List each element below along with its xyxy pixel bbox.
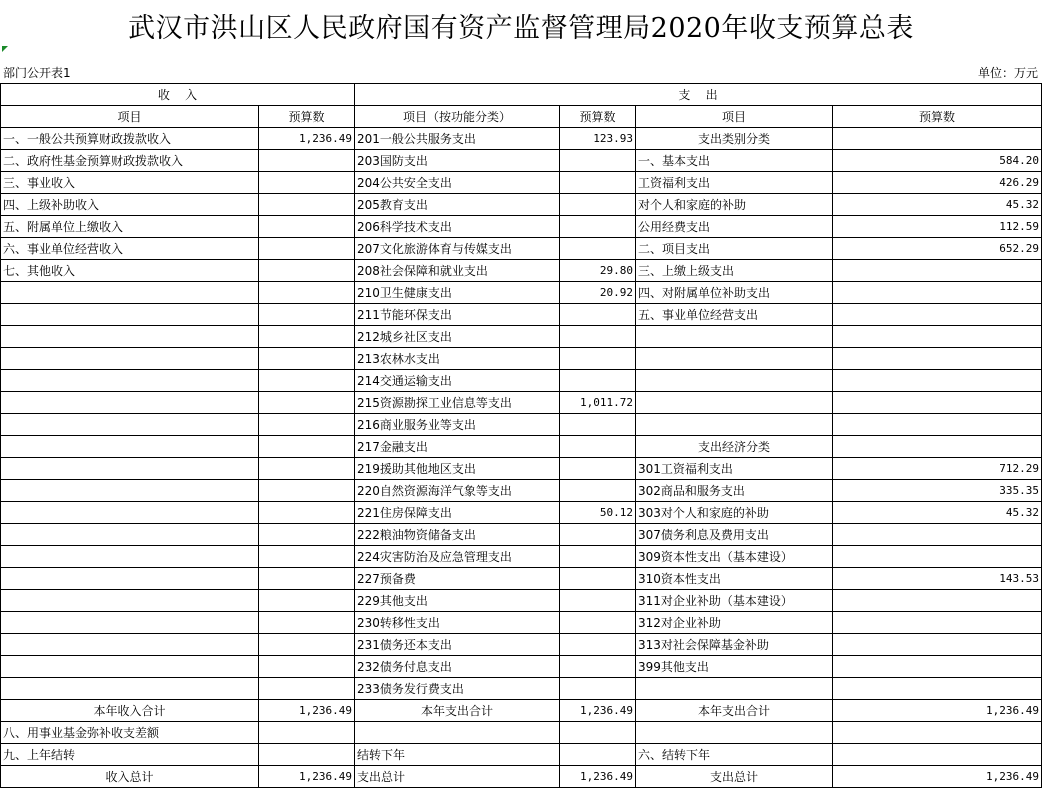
income-item-cell (1, 414, 259, 436)
income-item-cell (1, 326, 259, 348)
table-row (1, 172, 1042, 194)
income-budget-cell (259, 744, 355, 766)
functional-budget-cell (560, 568, 636, 590)
category-budget-cell: 712.29 (833, 458, 1042, 480)
category-item-cell: 302商品和服务支出 (636, 480, 833, 502)
category-budget-cell: 426.29 (833, 172, 1042, 194)
category-budget-cell (833, 348, 1042, 370)
income-budget-cell (259, 524, 355, 546)
table-row (1, 194, 1042, 216)
table-row (1, 326, 1042, 348)
functional-item-cell: 结转下年 (355, 744, 560, 766)
table-row (1, 304, 1042, 326)
income-budget-cell (259, 260, 355, 282)
functional-budget-cell (560, 458, 636, 480)
functional-budget-cell (560, 590, 636, 612)
category-item-cell: 二、项目支出 (636, 238, 833, 260)
table-row (1, 502, 1042, 524)
category-item-cell: 支出总计 (636, 766, 833, 788)
functional-item-cell: 232债务付息支出 (355, 656, 560, 678)
income-budget-cell (259, 238, 355, 260)
income-budget-cell (259, 634, 355, 656)
income-budget-cell (259, 150, 355, 172)
category-item-cell: 313对社会保障基金补助 (636, 634, 833, 656)
functional-budget-cell (560, 304, 636, 326)
functional-budget-cell: 1,011.72 (560, 392, 636, 414)
income-budget-cell (259, 458, 355, 480)
functional-item-cell: 215资源勘探工业信息等支出 (355, 392, 560, 414)
income-budget-cell (259, 392, 355, 414)
functional-budget-cell (560, 678, 636, 700)
section-header-row (1, 84, 1042, 106)
income-budget-cell (259, 304, 355, 326)
table-row (1, 700, 1042, 722)
table-row (1, 766, 1042, 788)
income-item-cell: 六、事业单位经营收入 (1, 238, 259, 260)
category-budget-cell (833, 634, 1042, 656)
functional-item-cell: 219援助其他地区支出 (355, 458, 560, 480)
functional-item-cell: 222粮油物资储备支出 (355, 524, 560, 546)
category-item-cell: 对个人和家庭的补助 (636, 194, 833, 216)
income-item-cell (1, 524, 259, 546)
expense-section-header: 支 出 (355, 84, 1042, 106)
income-item-cell (1, 436, 259, 458)
income-item-cell (1, 370, 259, 392)
table-row (1, 546, 1042, 568)
table-row (1, 392, 1042, 414)
category-item-cell: 四、对附属单位补助支出 (636, 282, 833, 304)
table-row (1, 590, 1042, 612)
category-item-cell: 五、事业单位经营支出 (636, 304, 833, 326)
table-row (1, 744, 1042, 766)
functional-item-cell: 233债务发行费支出 (355, 678, 560, 700)
category-item-cell (636, 722, 833, 744)
category-item-cell: 301工资福利支出 (636, 458, 833, 480)
category-item-cell: 310资本性支出 (636, 568, 833, 590)
category-budget-cell (833, 744, 1042, 766)
income-budget-cell (259, 172, 355, 194)
functional-budget-cell: 123.93 (560, 128, 636, 150)
column-header-row (1, 106, 1042, 128)
col-header-functional-budget: 预算数 (560, 106, 636, 128)
functional-budget-cell (560, 326, 636, 348)
income-item-cell (1, 282, 259, 304)
category-budget-cell: 1,236.49 (833, 766, 1042, 788)
functional-item-cell: 206科学技术支出 (355, 216, 560, 238)
functional-budget-cell: 1,236.49 (560, 700, 636, 722)
income-item-cell (1, 546, 259, 568)
functional-budget-cell (560, 524, 636, 546)
table-row (1, 656, 1042, 678)
income-item-cell (1, 678, 259, 700)
functional-item-cell: 201一般公共服务支出 (355, 128, 560, 150)
functional-item-cell: 212城乡社区支出 (355, 326, 560, 348)
category-item-cell (636, 326, 833, 348)
income-item-cell: 一、一般公共预算财政拨款收入 (1, 128, 259, 150)
col-header-functional-item: 项目（按功能分类） (355, 106, 560, 128)
functional-item-cell: 207文化旅游体育与传媒支出 (355, 238, 560, 260)
functional-item-cell: 208社会保障和就业支出 (355, 260, 560, 282)
income-budget-cell: 1,236.49 (259, 128, 355, 150)
functional-item-cell: 221住房保障支出 (355, 502, 560, 524)
functional-budget-cell (560, 370, 636, 392)
income-budget-cell (259, 656, 355, 678)
category-budget-cell: 143.53 (833, 568, 1042, 590)
income-item-cell (1, 458, 259, 480)
category-budget-cell (833, 678, 1042, 700)
category-item-cell: 支出类别分类 (636, 128, 833, 150)
category-budget-cell: 1,236.49 (833, 700, 1042, 722)
functional-item-cell: 220自然资源海洋气象等支出 (355, 480, 560, 502)
category-budget-cell (833, 546, 1042, 568)
functional-item-cell (355, 722, 560, 744)
functional-item-cell: 231债务还本支出 (355, 634, 560, 656)
functional-budget-cell (560, 634, 636, 656)
functional-budget-cell (560, 480, 636, 502)
income-budget-cell (259, 480, 355, 502)
income-budget-cell (259, 414, 355, 436)
functional-item-cell: 224灾害防治及应急管理支出 (355, 546, 560, 568)
income-item-cell: 八、用事业基金弥补收支差额 (1, 722, 259, 744)
table-row (1, 238, 1042, 260)
category-item-cell: 312对企业补助 (636, 612, 833, 634)
income-budget-cell: 1,236.49 (259, 766, 355, 788)
category-item-cell: 六、结转下年 (636, 744, 833, 766)
category-budget-cell (833, 436, 1042, 458)
budget-summary-table (0, 83, 1042, 788)
category-item-cell (636, 370, 833, 392)
category-item-cell: 309资本性支出（基本建设） (636, 546, 833, 568)
functional-item-cell: 229其他支出 (355, 590, 560, 612)
functional-item-cell: 214交通运输支出 (355, 370, 560, 392)
income-budget-cell (259, 348, 355, 370)
income-item-cell: 二、政府性基金预算财政拨款收入 (1, 150, 259, 172)
income-budget-cell (259, 282, 355, 304)
category-item-cell: 一、基本支出 (636, 150, 833, 172)
functional-budget-cell (560, 414, 636, 436)
category-budget-cell: 45.32 (833, 194, 1042, 216)
table-row (1, 260, 1042, 282)
income-budget-cell (259, 370, 355, 392)
table-row (1, 128, 1042, 150)
category-budget-cell (833, 128, 1042, 150)
income-item-cell: 本年收入合计 (1, 700, 259, 722)
functional-item-cell: 230转移性支出 (355, 612, 560, 634)
income-item-cell: 九、上年结转 (1, 744, 259, 766)
table-row (1, 282, 1042, 304)
category-item-cell: 支出经济分类 (636, 436, 833, 458)
col-header-income-budget: 预算数 (259, 106, 355, 128)
functional-item-cell: 203国防支出 (355, 150, 560, 172)
functional-budget-cell (560, 150, 636, 172)
income-section-header: 收 入 (1, 84, 355, 106)
category-budget-cell (833, 414, 1042, 436)
functional-budget-cell (560, 216, 636, 238)
category-item-cell (636, 348, 833, 370)
table-row (1, 414, 1042, 436)
income-budget-cell (259, 612, 355, 634)
category-budget-cell (833, 524, 1042, 546)
category-item-cell: 本年支出合计 (636, 700, 833, 722)
category-item-cell: 399其他支出 (636, 656, 833, 678)
income-item-cell: 四、上级补助收入 (1, 194, 259, 216)
functional-budget-cell: 50.12 (560, 502, 636, 524)
col-header-category-budget: 预算数 (833, 106, 1042, 128)
category-budget-cell (833, 656, 1042, 678)
category-item-cell: 303对个人和家庭的补助 (636, 502, 833, 524)
functional-item-cell: 204公共安全支出 (355, 172, 560, 194)
table-row (1, 678, 1042, 700)
functional-budget-cell: 20.92 (560, 282, 636, 304)
income-budget-cell (259, 502, 355, 524)
income-budget-cell (259, 678, 355, 700)
income-item-cell (1, 568, 259, 590)
category-budget-cell (833, 282, 1042, 304)
table-row (1, 370, 1042, 392)
unit-label: 单位：万元 (977, 66, 1038, 80)
income-item-cell (1, 590, 259, 612)
table-id-label: 部门公开表1 (3, 66, 71, 80)
category-budget-cell (833, 590, 1042, 612)
income-budget-cell (259, 326, 355, 348)
income-item-cell (1, 480, 259, 502)
category-item-cell (636, 678, 833, 700)
table-row (1, 348, 1042, 370)
category-budget-cell (833, 304, 1042, 326)
table-row (1, 722, 1042, 744)
functional-budget-cell (560, 348, 636, 370)
income-item-cell: 三、事业收入 (1, 172, 259, 194)
income-item-cell (1, 392, 259, 414)
income-item-cell (1, 656, 259, 678)
category-budget-cell: 652.29 (833, 238, 1042, 260)
income-budget-cell (259, 568, 355, 590)
functional-budget-cell (560, 436, 636, 458)
category-item-cell: 工资福利支出 (636, 172, 833, 194)
income-budget-cell (259, 722, 355, 744)
functional-budget-cell: 29.80 (560, 260, 636, 282)
income-budget-cell (259, 216, 355, 238)
functional-item-cell: 支出总计 (355, 766, 560, 788)
table-row (1, 568, 1042, 590)
category-item-cell: 311对企业补助（基本建设） (636, 590, 833, 612)
category-budget-cell (833, 612, 1042, 634)
category-item-cell: 三、上缴上级支出 (636, 260, 833, 282)
functional-budget-cell (560, 656, 636, 678)
table-row (1, 634, 1042, 656)
functional-budget-cell (560, 612, 636, 634)
table-row (1, 480, 1042, 502)
table-row (1, 216, 1042, 238)
table-row (1, 458, 1042, 480)
category-budget-cell (833, 326, 1042, 348)
income-item-cell (1, 502, 259, 524)
functional-budget-cell: 1,236.49 (560, 766, 636, 788)
table-row (1, 524, 1042, 546)
col-header-income-item: 项目 (1, 106, 259, 128)
functional-item-cell: 205教育支出 (355, 194, 560, 216)
category-budget-cell (833, 260, 1042, 282)
page-title: 武汉市洪山区人民政府国有资产监督管理局2020年收支预算总表 (128, 13, 914, 44)
functional-budget-cell (560, 546, 636, 568)
income-item-cell: 收入总计 (1, 766, 259, 788)
table-row (1, 150, 1042, 172)
category-budget-cell: 112.59 (833, 216, 1042, 238)
income-item-cell: 五、附属单位上缴收入 (1, 216, 259, 238)
category-budget-cell (833, 392, 1042, 414)
category-item-cell: 公用经费支出 (636, 216, 833, 238)
category-item-cell: 307债务利息及费用支出 (636, 524, 833, 546)
income-budget-cell (259, 590, 355, 612)
income-item-cell: 七、其他收入 (1, 260, 259, 282)
income-item-cell (1, 348, 259, 370)
functional-item-cell: 217金融支出 (355, 436, 560, 458)
functional-item-cell: 210卫生健康支出 (355, 282, 560, 304)
category-budget-cell: 45.32 (833, 502, 1042, 524)
category-budget-cell: 584.20 (833, 150, 1042, 172)
income-item-cell (1, 612, 259, 634)
functional-item-cell: 213农林水支出 (355, 348, 560, 370)
category-item-cell (636, 414, 833, 436)
income-budget-cell (259, 546, 355, 568)
income-budget-cell (259, 436, 355, 458)
table-row (1, 612, 1042, 634)
income-budget-cell: 1,236.49 (259, 700, 355, 722)
functional-budget-cell (560, 744, 636, 766)
category-budget-cell (833, 370, 1042, 392)
category-budget-cell (833, 722, 1042, 744)
income-budget-cell (259, 194, 355, 216)
functional-item-cell: 本年支出合计 (355, 700, 560, 722)
functional-budget-cell (560, 238, 636, 260)
col-header-category-item: 项目 (636, 106, 833, 128)
income-item-cell (1, 304, 259, 326)
income-item-cell (1, 634, 259, 656)
functional-item-cell: 227预备费 (355, 568, 560, 590)
category-budget-cell: 335.35 (833, 480, 1042, 502)
functional-item-cell: 211节能环保支出 (355, 304, 560, 326)
category-item-cell (636, 392, 833, 414)
functional-budget-cell (560, 194, 636, 216)
cell-comment-marker (2, 46, 8, 52)
functional-budget-cell (560, 172, 636, 194)
table-row (1, 436, 1042, 458)
functional-item-cell: 216商业服务业等支出 (355, 414, 560, 436)
functional-budget-cell (560, 722, 636, 744)
